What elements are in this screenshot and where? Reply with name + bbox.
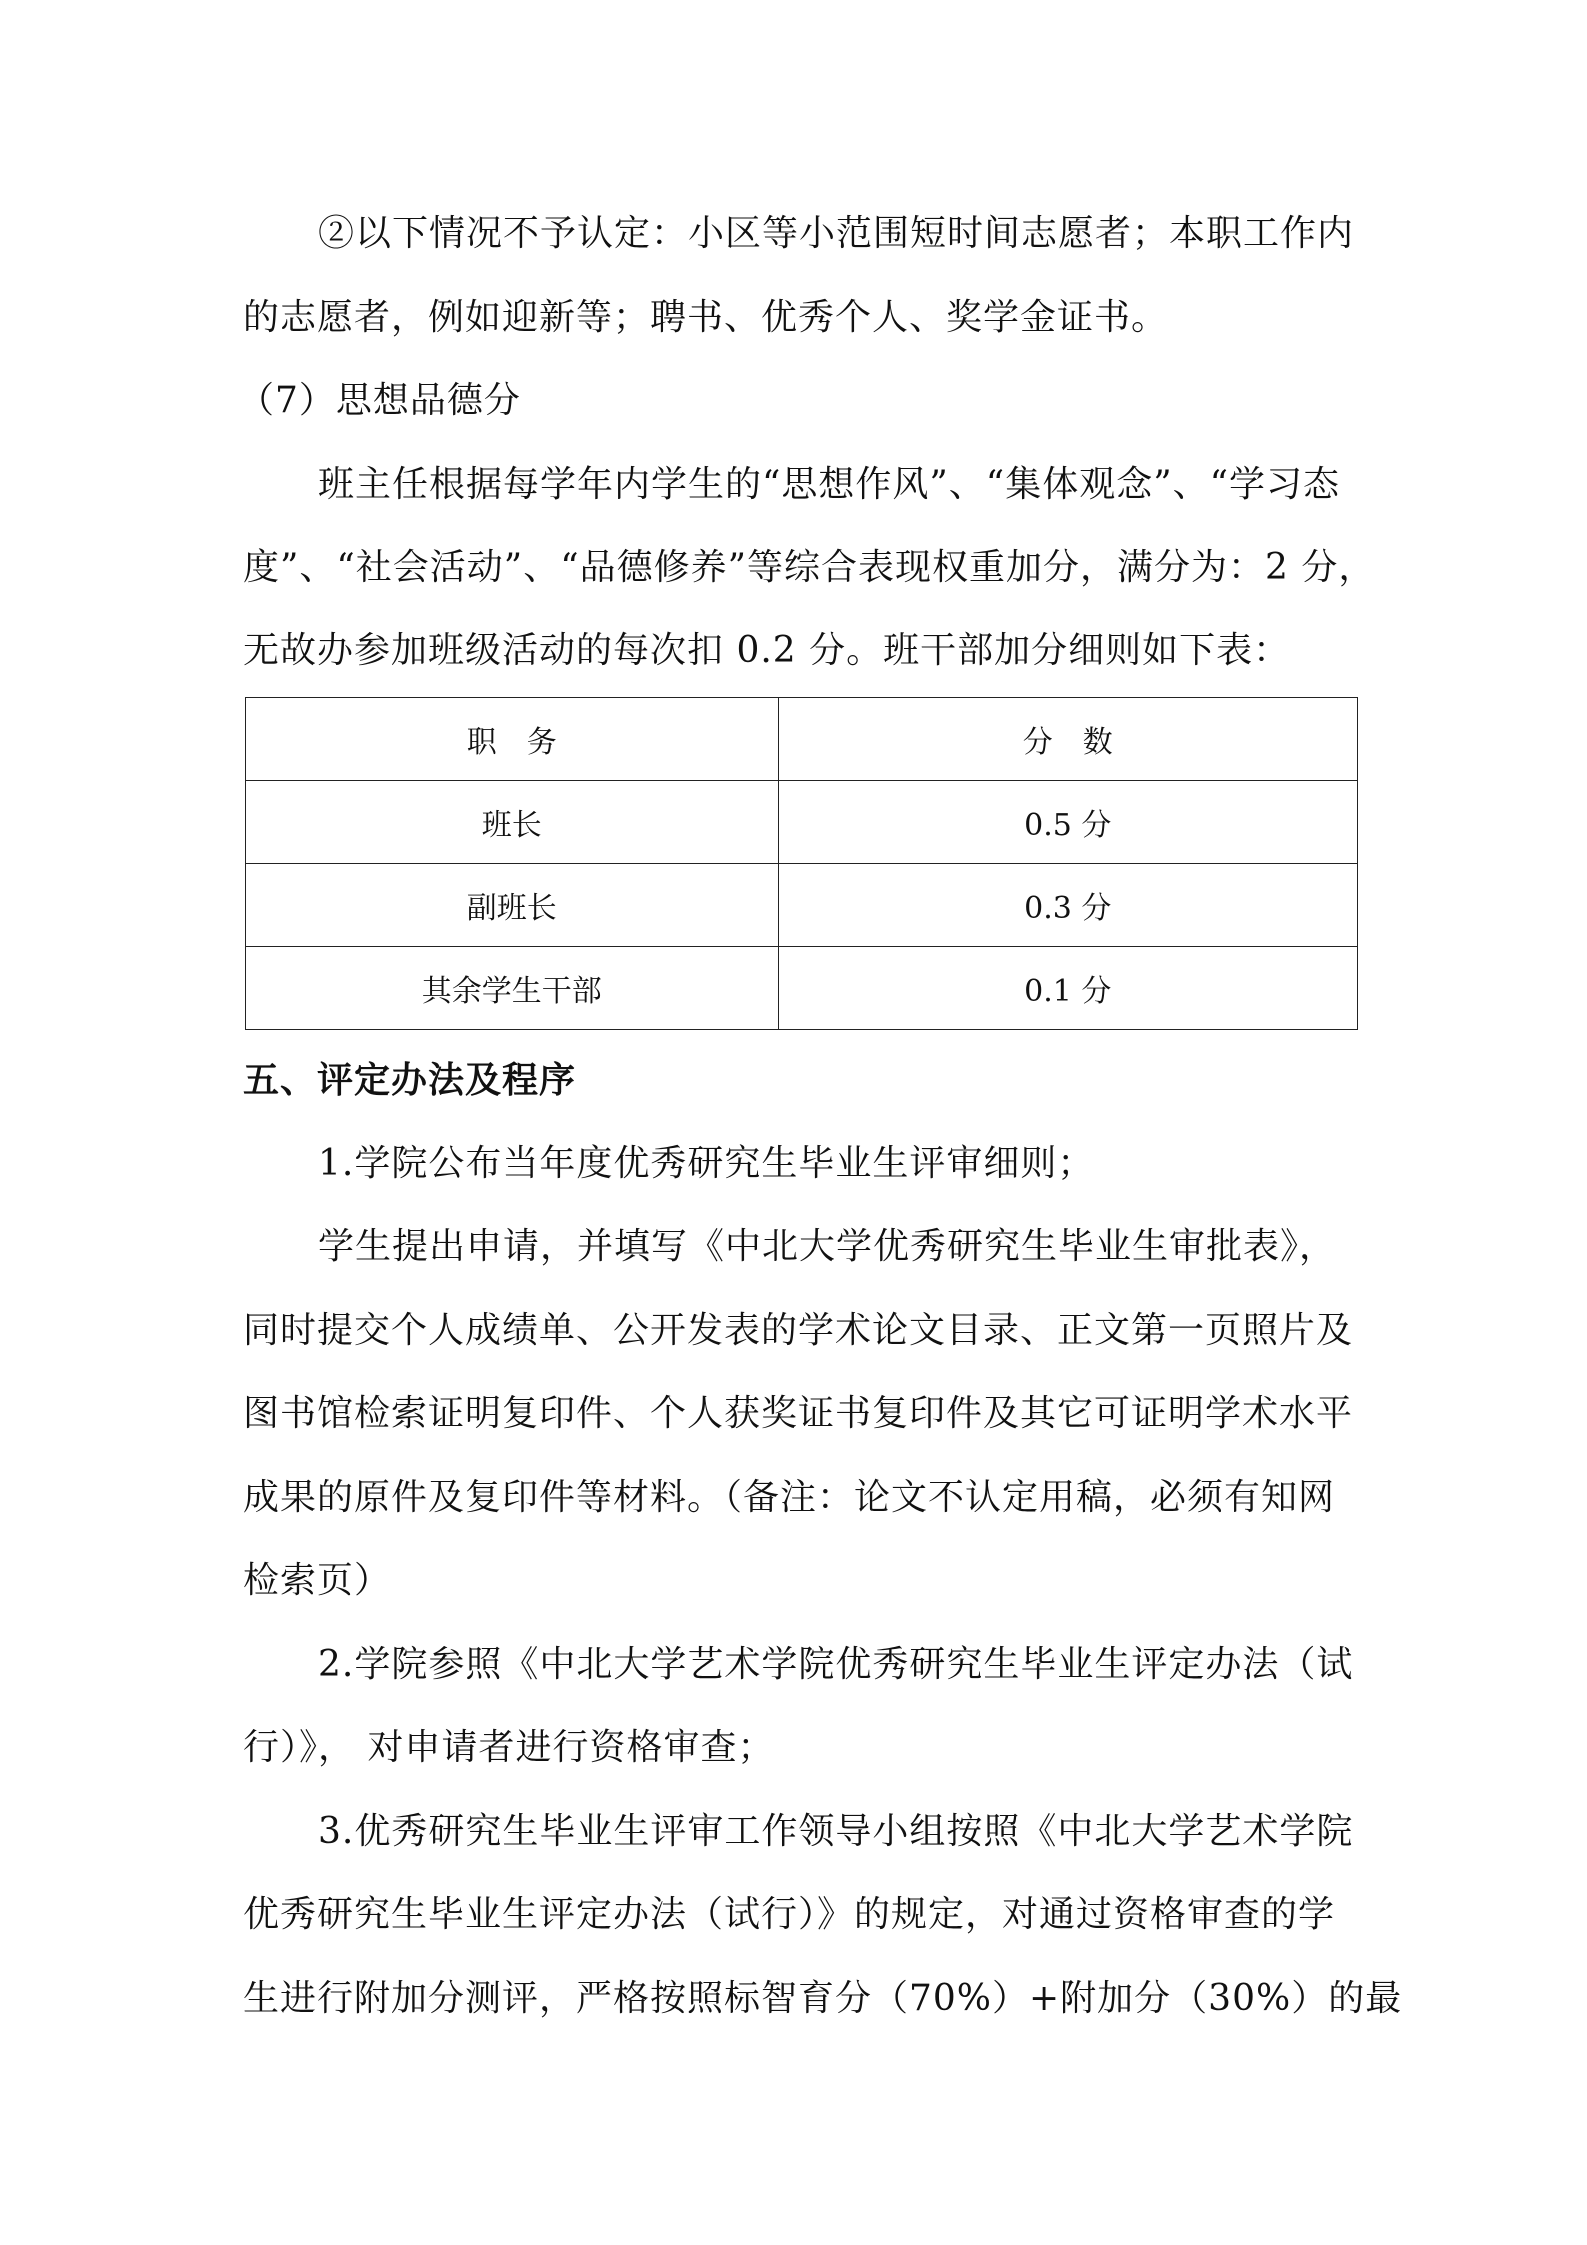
- position-cell: 副班长: [246, 864, 779, 947]
- step-3-line-3: 生进行附加分测评，严格按照标智育分（70%）+附加分（30%）的最: [243, 1978, 1403, 2019]
- header-position: 职 务: [246, 698, 779, 781]
- moral-paragraph-line-1: 班主任根据每学年内学生的“思想作风”、“集体观念”、“学习态: [318, 464, 1341, 505]
- volunteer-paragraph-line-1: ②以下情况不予认定：小区等小范围短时间志愿者；本职工作内: [318, 213, 1355, 254]
- step-1: 1.学院公布当年度优秀研究生毕业生评审细则；: [318, 1143, 1095, 1184]
- step-3-line-1: 3.优秀研究生毕业生评审工作领导小组按照《中北大学艺术学院: [318, 1811, 1354, 1852]
- moral-paragraph-line-3: 无故办参加班级活动的每次扣 0.2 分。班干部加分细则如下表：: [243, 630, 1291, 671]
- apply-paragraph-line-2: 同时提交个人成绩单、公开发表的学术论文目录、正文第一页照片及: [243, 1310, 1354, 1351]
- header-score: 分 数: [778, 698, 1357, 781]
- score-cell: 0.5 分: [778, 781, 1357, 864]
- table-row: [246, 864, 1358, 947]
- position-cell: 班长: [246, 781, 779, 864]
- table-row: [246, 947, 1358, 1030]
- volunteer-paragraph-line-2: 的志愿者，例如迎新等；聘书、优秀个人、奖学金证书。: [243, 297, 1169, 338]
- section-five-heading: 五、评定办法及程序: [243, 1059, 577, 1101]
- moral-score-title: （7）思想品德分: [238, 380, 521, 421]
- table-header-row: [246, 698, 1358, 781]
- apply-paragraph-line-5: 检索页）: [243, 1560, 392, 1601]
- apply-paragraph-line-4: 成果的原件及复印件等材料。（备注：论文不认定用稿，必须有知网: [243, 1477, 1336, 1518]
- step-2-line-1: 2.学院参照《中北大学艺术学院优秀研究生毕业生评定办法（试: [318, 1644, 1354, 1685]
- cadre-score-table: [245, 697, 1358, 1030]
- score-cell: 0.3 分: [778, 864, 1357, 947]
- apply-paragraph-line-1: 学生提出申请，并填写《中北大学优秀研究生毕业生审批表》，: [318, 1226, 1337, 1267]
- moral-paragraph-line-2: 度”、“社会活动”、“品德修养”等综合表现权重加分，满分为：2 分，: [243, 547, 1376, 588]
- table-row: [246, 781, 1358, 864]
- position-cell: 其余学生干部: [246, 947, 779, 1030]
- score-cell: 0.1 分: [778, 947, 1357, 1030]
- step-3-line-2: 优秀研究生毕业生评定办法（试行）》的规定，对通过资格审查的学: [243, 1894, 1336, 1935]
- apply-paragraph-line-3: 图书馆检索证明复印件、个人获奖证书复印件及其它可证明学术水平: [243, 1393, 1354, 1434]
- step-2-line-2: 行）》， 对申请者进行资格审查；: [243, 1727, 775, 1768]
